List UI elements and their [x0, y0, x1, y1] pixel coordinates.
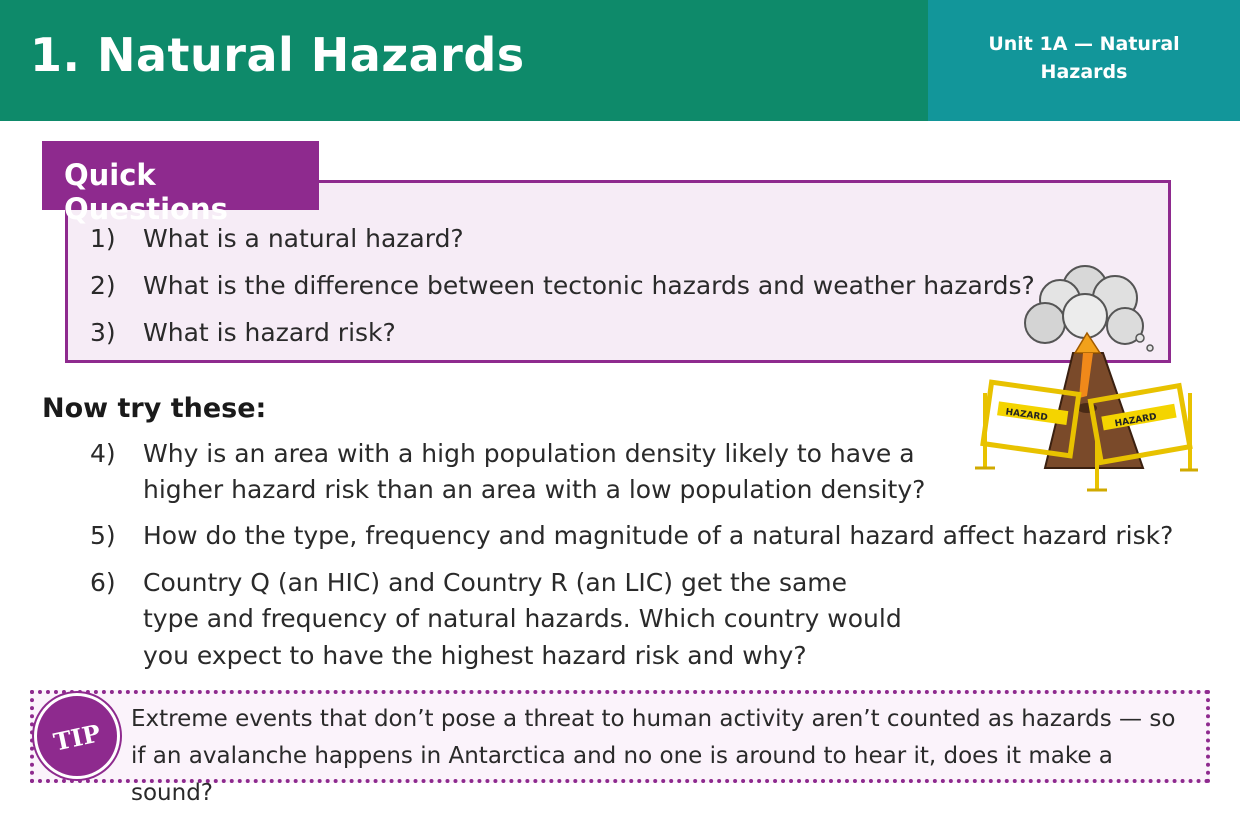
page-title: 1. Natural Hazards [30, 28, 525, 82]
question-number: 5) [90, 521, 116, 550]
question-text-line: type and frequency of natural hazards. Which country would [143, 604, 902, 633]
tip-badge-label: TIP [50, 718, 104, 757]
unit-label: Unit 1A — Natural Hazards [988, 33, 1180, 83]
tip-text: Extreme events that don’t pose a threat to human activity aren’t counted as hazards — so if an avalanche happens in Antarctica and no one is around to hear it, does it make a sound? [131, 706, 1176, 806]
tip-badge [34, 693, 120, 779]
question-number: 3) [90, 318, 116, 347]
barrier-label: HAZARD [1004, 407, 1049, 424]
header-bar [0, 0, 928, 121]
question-text-line: Country Q (an HIC) and Country R (an LIC) get the same [143, 568, 848, 597]
question-number: 1) [90, 224, 116, 253]
question-text: What is the difference between tectonic hazards and weather hazards? [143, 271, 1035, 300]
quick-questions-heading: Quick Questions [42, 141, 319, 210]
question-text: What is hazard risk? [143, 318, 396, 347]
now-try-heading: Now try these: [42, 393, 267, 424]
barrier-label: HAZARD [1113, 412, 1158, 430]
question-text: What is a natural hazard? [143, 224, 464, 253]
question-text-line: you expect to have the highest hazard risk and why? [143, 641, 807, 670]
volcano-with-hazard-barriers-icon [975, 258, 1200, 498]
question-number: 4) [90, 439, 116, 468]
question-number: 2) [90, 271, 116, 300]
unit-box [928, 0, 1240, 121]
question-text-line: How do the type, frequency and magnitude of a natural hazard affect hazard risk? [143, 521, 1174, 550]
question-text-line: higher hazard risk than an area with a low population density? [143, 475, 926, 504]
question-text-line: Why is an area with a high population density likely to have a [143, 439, 915, 468]
question-number: 6) [90, 568, 116, 597]
